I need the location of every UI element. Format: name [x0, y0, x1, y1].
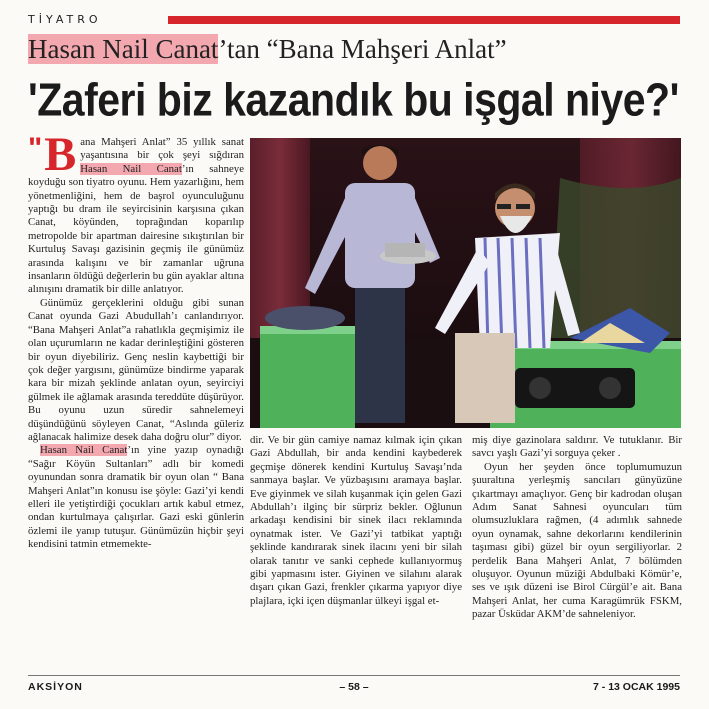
footer-rule [28, 675, 680, 676]
paragraph [28, 444, 244, 551]
paragraph-text: ana Mahşeri Anlat” 35 yıllık sanat yaşantısına bir çok şeyi sığdıran [80, 136, 244, 162]
magazine-name: AKSİYON [28, 681, 83, 693]
paragraph-intro [28, 128, 245, 297]
headline-subtitle [28, 34, 507, 65]
section-rule [168, 16, 680, 24]
issue-date: 7 - 13 OCAK 1995 [593, 681, 680, 693]
headline-subtitle-rest: ’tan “Bana Mahşeri Anlat” [218, 34, 507, 64]
stage-photo-illustration [250, 138, 681, 428]
paragraph: miş diye gazinolara saldırır. Ve tutuklanır. Bir savcı yaşlı Gazi’yi sorguya çeker . [472, 434, 682, 460]
paragraph-text: ’ın sahneye koyduğu son tiyatro oyunu. Hem yazarlığını, hem yönetmenliğini, hem de başrol oyunculuğunu yaptığı bu dram ile seyircisinin karşısına çıkan Canat, köyünden, toprağından koparılıp metropolde bir apartman dairesine sıkıştırılan bir Kurtuluş Savaşı gazisinin geçmiş ile günümüz arasında kalışını ve bir zamanlar uğruna insanların öldüğü değerlerin bu gün ayaklar altına alınışını dramatik bir dille anlatıyor. [28, 162, 245, 296]
article-column-1 [28, 128, 245, 552]
article-column-3 [472, 434, 682, 622]
drop-cap: B [44, 128, 77, 181]
paragraph-text: ’ın yine yazıp oynadığı “Sağır Köyün Sultanları” adlı bir komedi oyunundan sonra dramatik bir oyun olan “ Bana Mahşeri Anlat”ın konusu ise şöyle: Gazi’yi kendi elleri ile yetiştirdiği çocukları artık kabul etmez, ondan kurtulmaya çalışırlar. Gazi eski günlerin özlemi ile yanıp tutuşur. Günümüzün hiçbir şeyi kendisini tatmin etmemekte- [28, 444, 244, 551]
highlighted-name: Hasan Nail Canat [28, 34, 219, 64]
article-column-2 [250, 434, 462, 608]
section-label: TİYATRO [28, 13, 102, 26]
page-number: – 58 – [339, 681, 369, 693]
drop-quote-mark: " [28, 132, 43, 165]
section-header [28, 12, 680, 28]
highlighted-name: Hasan Nail Canat [40, 444, 128, 457]
paragraph: Günümüz gerçeklerini olduğu gibi sunan Canat oyunda Gazi Abudullah’ı canlandırıyor. “Bana Mahşeri Anlat”a rahatlıkla geçmişimiz ile olan uçurumların ne kadar derinleştiğini gösteren bir oyun diyebiliriz. Genç neslin kaybettiği bir çok değer yargısını, günümüze bindirme yaparak kara bir mizah şeklinde anlatan oyun, seyirciyi gülmek ile ağlamak arasında tereddüte düşürüyor. Bu oyunu uzun süredir sahnelemeyi düşündüğünü söyleyen Canat, “Aslında güleriz ağlanacak halimize desek daha doğru olur” diyor. [28, 296, 244, 443]
paragraph: Oyun her şeyden önce toplumumuzun şuuraltına yerleşmiş sancıları günyüzüne çıkartmayı amaçlıyor. Genç bir kadrodan oluşan Adım Sanat Sahnesi oyuncuları tüm olumsuzluklara rağmen, (4 adımlık sahnede oyun oynamak, sahne dekorlarını kendilerinin taşıması gibi) güzel bir oyun sergiliyorlar. 2 perdelik Bana Mahşeri Anlat, 7 bölümden oluşuyor. Oyunun müziği Abdulbaki Kömür’e, ses ve ışık düzeni ise Birol Cürgül’e ait. Bana Mahşeri Anlat, her cuma Karagümrük FSKM, pazar Üsküdar AKM’de sahneleniyor. [472, 460, 682, 621]
highlighted-name: Hasan Nail Canat [80, 162, 182, 175]
headline-main: 'Zaferi biz kazandık bu işgal niye?' [28, 74, 679, 126]
paragraph: dir. Ve bir gün camiye namaz kılmak için çıkan Gazi Abdullah, bir anda kendini kaybederek geçmişe dönerek kendini Kurtuluş Savaşı’nda sanmaya başlar. Ve yüzbaşısını aramaya başlar. Eve giyinmek ve silah kuşanmak için gelen Gazi Abdullah’ı ilginç bir sürpriz bekler. Oğlunun arkadaşı kendisini bir sinek ilacı reklamında oynatmak ister. Ve Gazi’yi tatbikat yaptığı şeklinde kandırarak sinek ilacını yeni bir silah olarak tanıtır ve sanki cephede kullanıyormuş gibi yapmasını ister. Giyinen ve silahını alarak dışarı çıkan Gazi, frenkler çıkarma yapıyor diye plajlara, içki içen düşmanlar ülkeyi işgal et- [250, 434, 462, 607]
stage-photo [250, 138, 681, 428]
page-footer [28, 681, 680, 697]
